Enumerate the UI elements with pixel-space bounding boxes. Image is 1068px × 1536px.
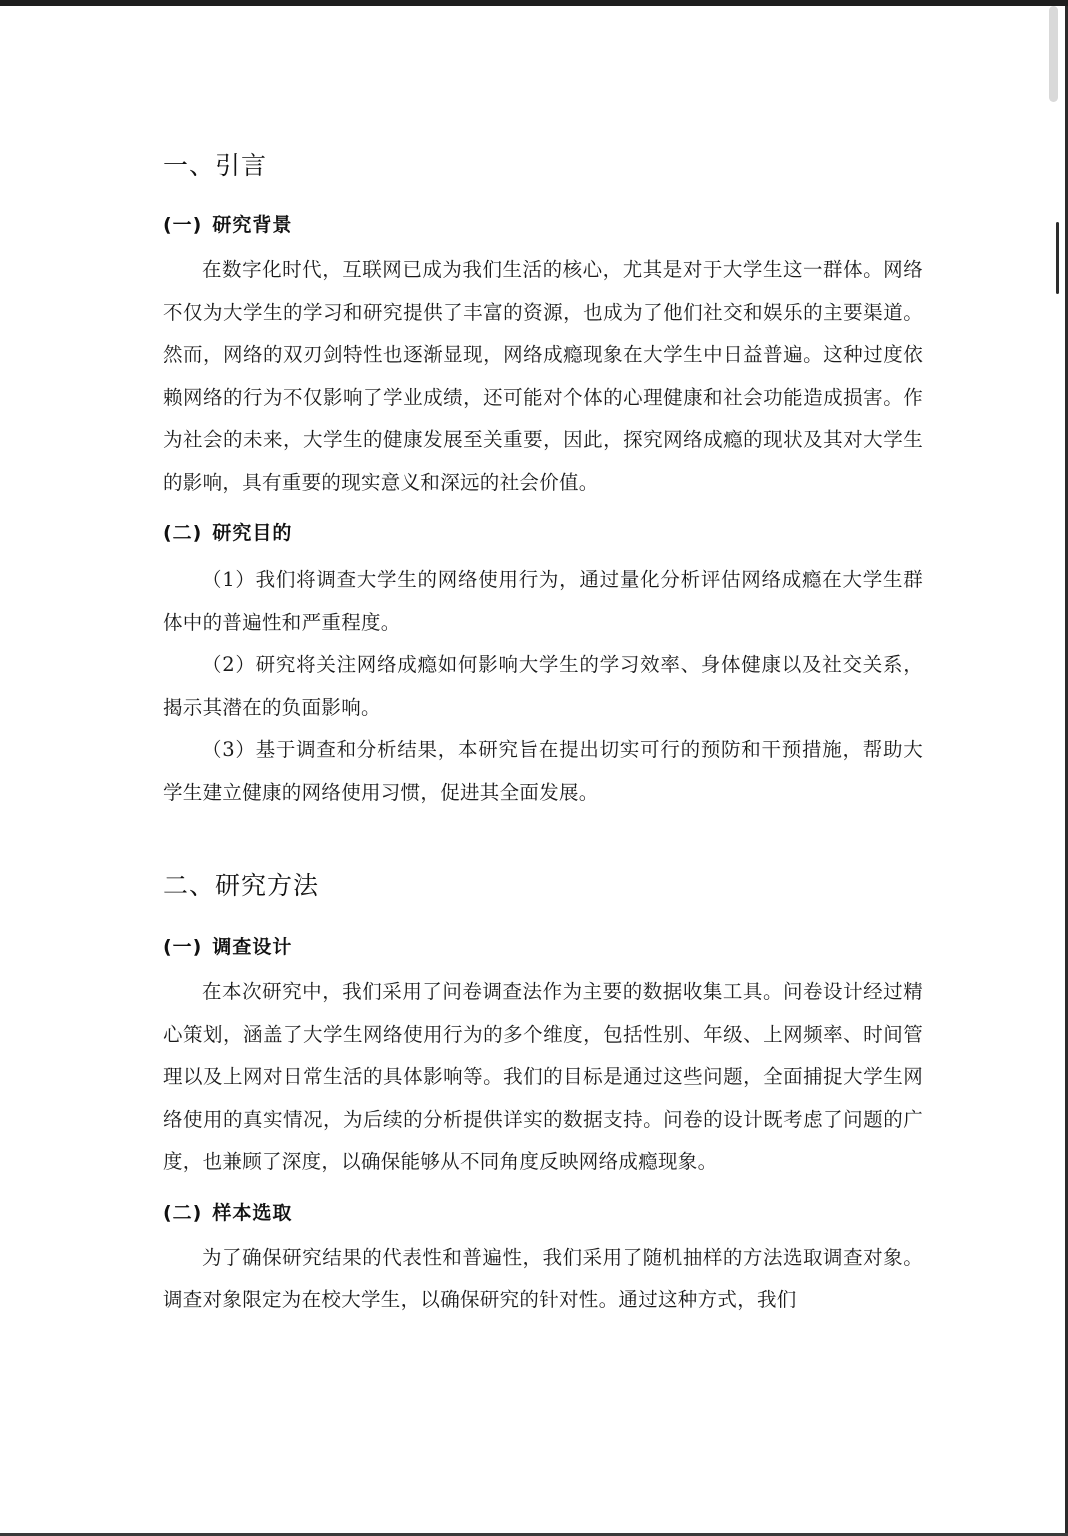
scrollbar-thumb[interactable] (1049, 6, 1058, 102)
section-title-methods: 二、研究方法 (163, 871, 320, 900)
subsection-number: (二) (163, 522, 203, 544)
subsection-title: 研究背景 (212, 214, 293, 236)
subsection-heading-background (163, 208, 923, 242)
scroll-position-marker (1056, 222, 1059, 294)
subsection-title: 调查设计 (212, 936, 293, 958)
subsection-title: 研究目的 (212, 522, 293, 544)
paragraph-survey-design: 在本次研究中，我们采用了问卷调查法作为主要的数据收集工具。问卷设计经过精心策划，涵盖了大学生网络使用行为的多个维度，包括性别、年级、上网频率、时间管理以及上网对日常生活的具体影响等。我们的目标是通过这些问题，全面捕捉大学生网络使用的真实情况，为后续的分析提供详实的数据支持。问卷的设计既考虑了问题的广度，也兼顾了深度，以确保能够从不同角度反映网络成瘾现象。 (163, 980, 923, 1173)
subsection-heading-sampling (163, 1196, 923, 1230)
paragraph-sampling: 为了确保研究结果的代表性和普遍性，我们采用了随机抽样的方法选取调查对象。调查对象限定为在校大学生，以确保研究的针对性。通过这种方式，我们 (163, 1245, 923, 1311)
paragraph-purpose-1: （1）我们将调查大学生的网络使用行为，通过量化分析评估网络成瘾在大学生群体中的普遍性和严重程度。 (163, 568, 923, 634)
subsection-title: 样本选取 (212, 1201, 293, 1224)
subsection-number: (一) (163, 936, 203, 958)
subsection-number: (二) (163, 1201, 203, 1224)
subsection-heading-purpose (163, 516, 923, 550)
subsection-heading-survey-design (163, 930, 923, 964)
window-top-bar (0, 0, 1068, 6)
paragraph-background: 在数字化时代，互联网已成为我们生活的核心，尤其是对于大学生这一群体。网络不仅为大学生的学习和研究提供了丰富的资源，也成为了他们社交和娱乐的主要渠道。然而，网络的双刃剑特性也逐渐显现，网络成瘾现象在大学生中日益普遍。这种过度依赖网络的行为不仅影响了学业成绩，还可能对个体的心理健康和社会功能造成损害。作为社会的未来，大学生的健康发展至关重要，因此，探究网络成瘾的现状及其对大学生的影响，具有重要的现实意义和深远的社会价值。 (163, 258, 923, 494)
paragraph-purpose-3: （3）基于调查和分析结果，本研究旨在提出切实可行的预防和干预措施，帮助大学生建立健康的网络使用习惯，促进其全面发展。 (163, 738, 923, 804)
section-title-introduction: 一、引言 (163, 151, 268, 180)
scrollbar[interactable] (1046, 6, 1060, 306)
document-page (163, 142, 923, 1322)
subsection-number: (一) (163, 214, 203, 236)
paragraph-purpose-2: （2）研究将关注网络成瘾如何影响大学生的学习效率、身体健康以及社交关系，揭示其潜在的负面影响。 (163, 653, 923, 719)
